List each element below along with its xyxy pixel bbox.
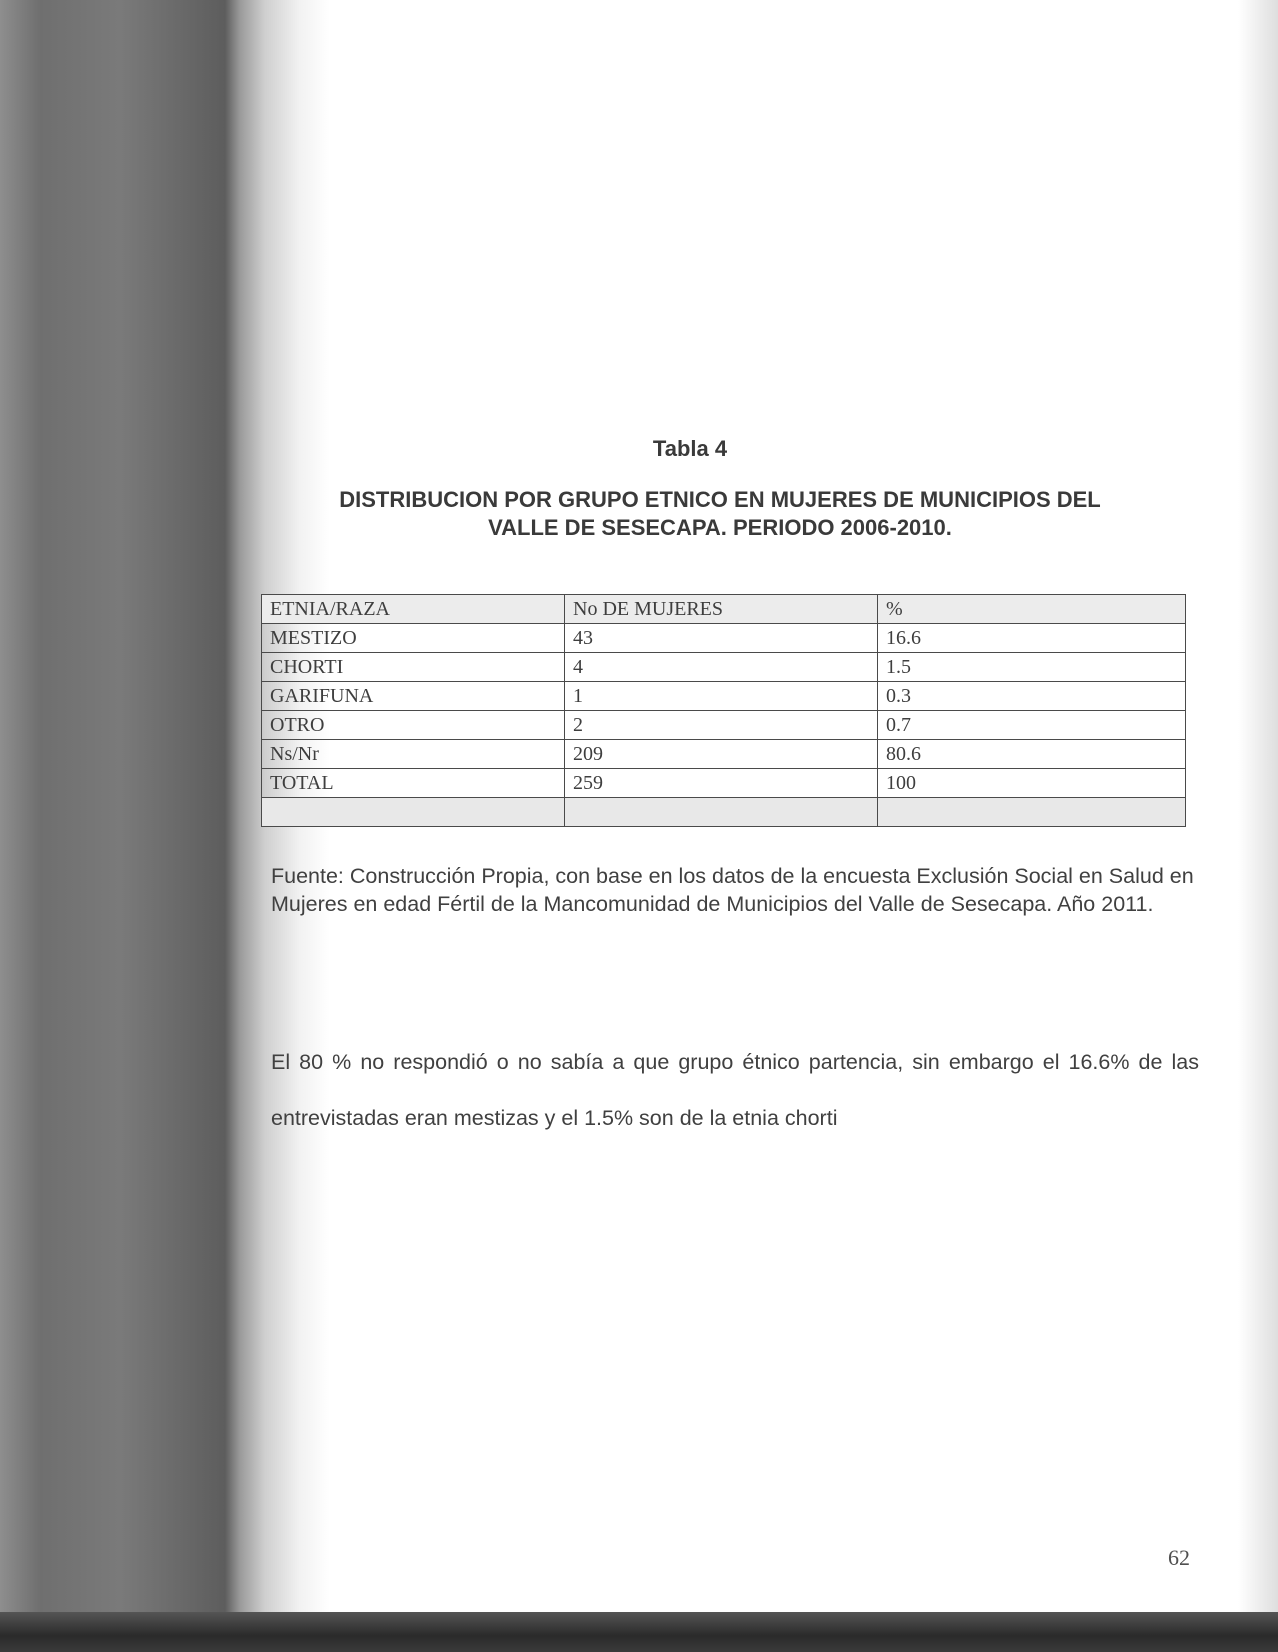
- table-row: [262, 682, 1186, 711]
- cell-empty: [878, 798, 1186, 827]
- table-title-line-2: VALLE DE SESECAPA. PERIODO 2006-2010.: [488, 515, 952, 540]
- cell-ethnicity: OTRO: [262, 711, 565, 740]
- table-row: [262, 740, 1186, 769]
- body-paragraph: El 80 % no respondió o no sabía a que grupo étnico partencia, sin embargo el 16.6% de las entrevistadas eran mestizas y el 1.5% son de la etnia chorti: [271, 1050, 1199, 1130]
- cell-percent: 0.3: [878, 682, 1186, 711]
- table-row-empty: [262, 798, 1186, 827]
- cell-percent: 0.7: [878, 711, 1186, 740]
- cell-ethnicity: GARIFUNA: [262, 682, 565, 711]
- cell-percent: 1.5: [878, 653, 1186, 682]
- cell-count: 259: [565, 769, 878, 798]
- column-header-percent: %: [878, 595, 1186, 624]
- cell-count: 2: [565, 711, 878, 740]
- table-title: [270, 486, 1170, 542]
- cell-count: 209: [565, 740, 878, 769]
- cell-ethnicity: TOTAL: [262, 769, 565, 798]
- cell-ethnicity: MESTIZO: [262, 624, 565, 653]
- table-source-note: Fuente: Construcción Propia, con base en los datos de la encuesta Exclusión Social en Salud en Mujeres en edad Fértil de la Mancomunidad de Municipios del Valle de Sesecapa. Año 2011.: [271, 864, 1194, 916]
- cell-percent: 100: [878, 769, 1186, 798]
- table-title-line-1: DISTRIBUCION POR GRUPO ETNICO EN MUJERES DE MUNICIPIOS DEL: [339, 487, 1101, 512]
- table-header-row: [262, 595, 1186, 624]
- table-row: [262, 711, 1186, 740]
- cell-percent: 80.6: [878, 740, 1186, 769]
- table-row: [262, 624, 1186, 653]
- cell-percent: 16.6: [878, 624, 1186, 653]
- column-header-ethnicity: ETNIA/RAZA: [262, 595, 565, 624]
- cell-empty: [262, 798, 565, 827]
- cell-ethnicity: Ns/Nr: [262, 740, 565, 769]
- ethnic-distribution-table: [261, 594, 1186, 827]
- column-header-count: No DE MUJERES: [565, 595, 878, 624]
- page-number: 62: [1168, 1545, 1190, 1570]
- cell-count: 4: [565, 653, 878, 682]
- cell-count: 43: [565, 624, 878, 653]
- table-row-total: [262, 769, 1186, 798]
- cell-ethnicity: CHORTI: [262, 653, 565, 682]
- table-caption: Tabla 4: [652, 436, 728, 461]
- cell-count: 1: [565, 682, 878, 711]
- cell-empty: [565, 798, 878, 827]
- table-row: [262, 653, 1186, 682]
